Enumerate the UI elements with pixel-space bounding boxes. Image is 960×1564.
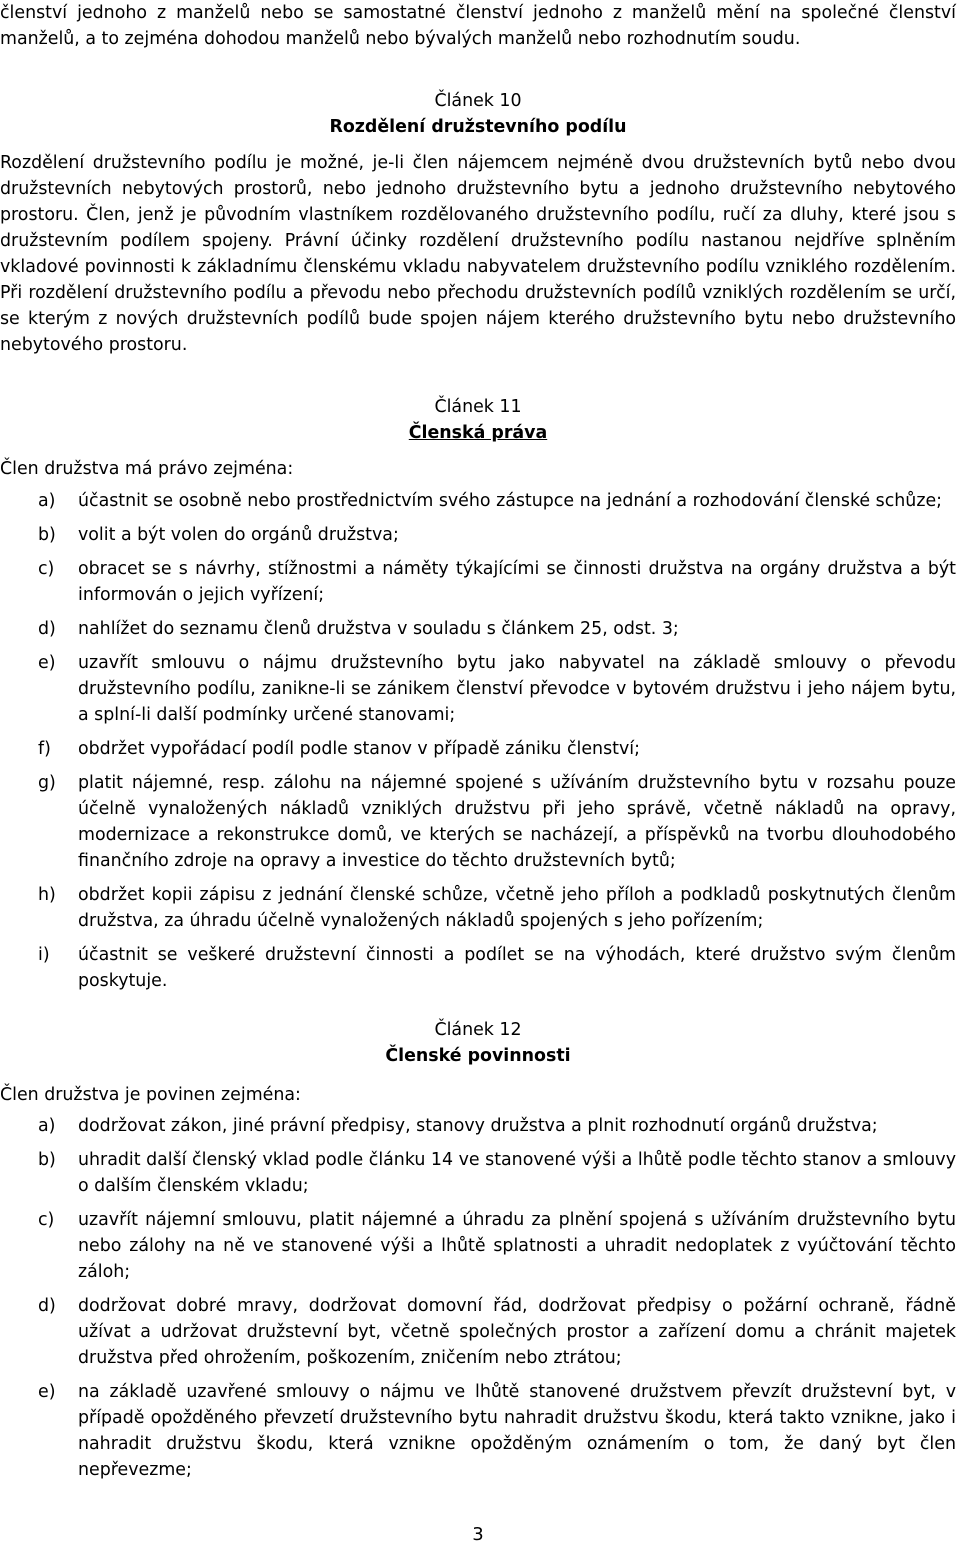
list-item [0,1293,956,1371]
list-item-text: uzavřít nájemní smlouvu, platit nájemné a úhradu za plnění spojená s užíváním družstevního bytu nebo zálohy na ně ve stanovené výši a lhůtě splatnosti a uhradit nedoplatek z vyúčtování těchto záloh; [78,1210,956,1282]
list-item [0,882,956,934]
list-item-text: uhradit další členský vklad podle článku 14 ve stanovené výši a lhůtě podle těchto stanov a smlouvy o dalším členském vkladu; [78,1150,956,1196]
list-item-marker: a) [38,491,56,511]
list-item-marker: b) [38,525,56,545]
article-12-title: Členské povinnosti [385,1046,571,1066]
list-item-marker: e) [38,653,56,673]
article-12-heading [0,1017,956,1069]
article-10-heading [0,88,956,140]
article-12-number: Článek 12 [434,1020,522,1040]
list-item-marker: d) [38,619,56,639]
list-item-marker: c) [38,559,55,579]
list-item-text: volit a být volen do orgánů družstva; [78,525,399,545]
list-item-marker: d) [38,1296,56,1316]
list-item-text: účastnit se osobně nebo prostřednictvím svého zástupce na jednání a rozhodování členské schůze; [78,491,943,511]
list-item [0,650,956,728]
article-10-title: Rozdělení družstevního podílu [329,117,627,137]
list-item-text: nahlížet do seznamu členů družstva v souladu s článkem 25, odst. 3; [78,619,679,639]
list-item-text: na základě uzavřené smlouvy o nájmu ve lhůtě stanovené družstvem převzít družstevní byt, v případě opožděného převzetí družstevního bytu nahradit družstvu škodu, která takto vznikne, jako i nahradit družstvu škodu, která vznikne opožděným oznámením o tom, že daný byt člen nepřevezme; [78,1382,956,1480]
article-12-duties-list [0,1113,956,1491]
continuation-paragraph: členství jednoho z manželů nebo se samostatné členství jednoho z manželů mění na společné členství manželů, a to zejména dohodou manželů nebo bývalých manželů nebo rozhodnutím soudu. [0,3,956,49]
list-item-marker: h) [38,885,56,905]
list-item-text: účastnit se veškeré družstevní činnosti a podílet se na výhodách, které družstvo svým členům poskytuje. [78,945,956,991]
article-11-rights-list [0,488,956,1002]
list-item-marker: a) [38,1116,56,1136]
list-item-text: dodržovat zákon, jiné právní předpisy, stanovy družstva a plnit rozhodnutí orgánů družstva; [78,1116,878,1136]
page-number: 3 [472,1524,484,1545]
list-item [0,522,956,548]
list-item-marker: c) [38,1210,55,1230]
list-item-marker: f) [38,739,51,759]
list-item [0,942,956,994]
list-item [0,736,956,762]
article-11-number: Článek 11 [434,397,522,417]
article-10-number: Článek 10 [434,91,522,111]
article-11-title: Členská práva [408,423,548,443]
article-12-intro: Člen družstva je povinen zejména: [0,1085,301,1105]
list-item-text: uzavřít smlouvu o nájmu družstevního bytu jako nabyvatel na základě smlouvy o převodu družstevního podílu, zanikne-li se zánikem členství převodce v bytovém družstvu i jeho nájem bytu, a splní-li další podmínky určené stanovami; [78,653,956,725]
list-item-marker: g) [38,773,56,793]
list-item-text: obracet se s návrhy, stížnostmi a náměty týkajícími se činnosti družstva na orgány družstva a být informován o jejich vyřízení; [78,559,956,605]
article-11-intro: Člen družstva má právo zejména: [0,459,294,479]
article-10-paragraph: Rozdělení družstevního podílu je možné, je-li člen nájemcem nejméně dvou družstevních bytů nebo dvou družstevních nebytových prostorů, nebo jednoho družstevního bytu a jednoho družstevního nebytového prostoru. Člen, jenž je původním vlastníkem rozdělovaného družstevního podílu, ručí za dluhy, které jsou s družstevním podílem spojeny. Právní účinky rozdělení družstevního podílu nastanou nejdříve splněním vkladové povinnosti k základnímu členskému vkladu nabyvatelem družstevního podílu vzniklého rozdělením. Při rozdělení družstevního podílu a převodu nebo přechodu družstevních podílů vzniklých rozdělením se určí, se kterým z nových družstevních podílů bude spojen nájem kterého družstevního bytu nebo družstevního nebytového prostoru. [0,153,956,355]
list-item [0,556,956,608]
list-item-marker: e) [38,1382,56,1402]
article-11-heading [0,394,956,446]
list-item-text: obdržet vypořádací podíl podle stanov v případě zániku členství; [78,739,640,759]
list-item [0,1147,956,1199]
list-item-text: obdržet kopii zápisu z jednání členské schůze, včetně jeho příloh a podkladů poskytnutých členům družstva, za úhradu účelně vynaložených nákladů spojených s jeho pořízením; [78,885,956,931]
list-item-marker: i) [38,945,50,965]
list-item [0,616,956,642]
list-item-marker: b) [38,1150,56,1170]
list-item [0,1379,956,1483]
list-item [0,1113,956,1139]
list-item [0,770,956,874]
list-item [0,1207,956,1285]
list-item [0,488,956,514]
list-item-text: dodržovat dobré mravy, dodržovat domovní řád, dodržovat předpisy o požární ochraně, řádně užívat a udržovat družstevní byt, včetně společných prostor a zařízení domu a chránit majetek družstva před ohrožením, poškozením, zničením nebo ztrátou; [78,1296,956,1368]
list-item-text: platit nájemné, resp. zálohu na nájemné spojené s užíváním družstevního bytu v rozsahu pouze účelně vynaložených nákladů vzniklých družstvu při jeho správě, včetně nákladů na opravy, modernizace a rekonstrukce domů, ve kterých se nacházejí, a příspěvků na tvorbu dlouhodobého finančního zdroje na opravy a investice do těchto družstevních bytů; [78,773,956,871]
